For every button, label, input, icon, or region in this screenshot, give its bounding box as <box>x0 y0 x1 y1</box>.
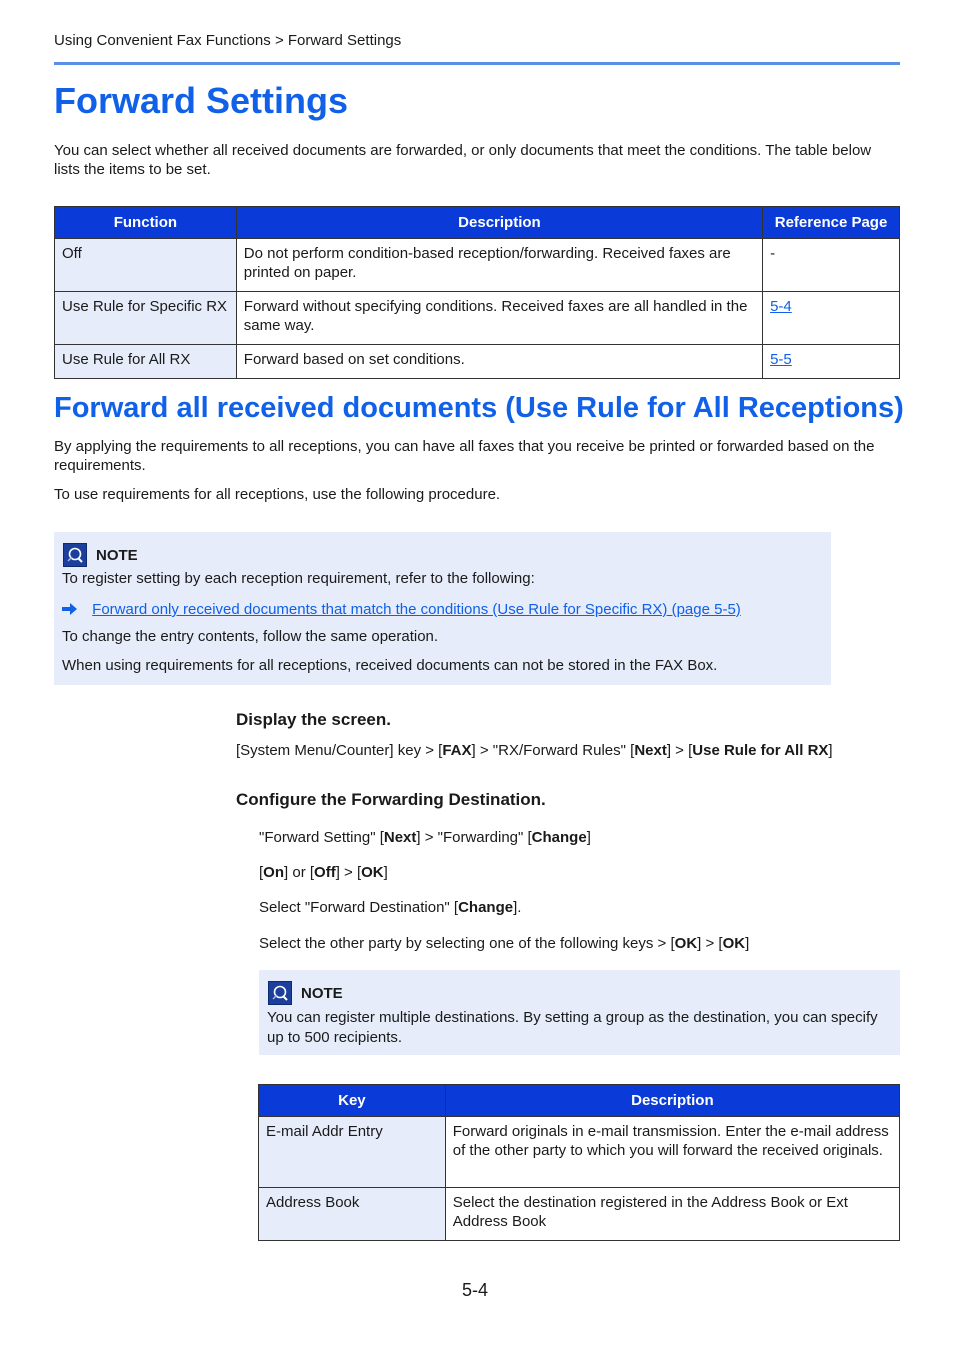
col-header-description: Description <box>236 207 762 239</box>
table-row <box>259 1188 900 1241</box>
substep-1: "Forward Setting" [Next] > "Forwarding" [Change] <box>259 829 591 846</box>
key-table <box>258 1084 900 1241</box>
note-text: You can register multiple destinations. By setting a group as the destination, you can specify up to 500 recipients. <box>267 1009 878 1046</box>
page-title: Forward Settings <box>54 80 349 121</box>
description-cell: Forward based on set conditions. <box>236 345 762 379</box>
description-cell: Forward without specifying conditions. Received faxes are all handled in the same way. <box>236 292 762 345</box>
cross-reference-link[interactable]: Forward only received documents that match the conditions (Use Rule for Specific RX) (page 5-5) <box>92 601 741 618</box>
key-cell: E-mail Addr Entry <box>259 1117 446 1188</box>
section-paragraph-2: To use requirements for all receptions, use the following procedure. <box>54 486 501 503</box>
note-box-2 <box>259 970 900 1055</box>
col-header-reference: Reference Page <box>763 207 900 239</box>
col-header-description: Description <box>445 1085 899 1117</box>
note-text: To register setting by each reception requirement, refer to the following: <box>62 570 535 587</box>
table-row <box>55 292 900 345</box>
note-link-line <box>62 601 741 618</box>
intro-paragraph: You can select whether all received documents are forwarded, or only documents that meet the conditions. The table below lists the items to be set. <box>54 142 872 178</box>
substep-3: Select "Forward Destination" [Change]. <box>259 899 522 916</box>
step-1-title: Display the screen. <box>236 710 391 729</box>
substep-4: Select the other party by selecting one of the following keys > [OK] > [OK] <box>259 935 750 952</box>
col-header-key: Key <box>259 1085 446 1117</box>
reference-cell <box>763 292 900 345</box>
note-label: NOTE <box>301 984 343 1002</box>
table-row <box>55 239 900 292</box>
function-cell: Use Rule for All RX <box>55 345 237 379</box>
breadcrumb: Using Convenient Fax Functions > Forward Settings <box>54 32 402 49</box>
section-heading: Forward all received documents (Use Rule for All Receptions) <box>54 392 904 424</box>
function-table <box>54 206 900 379</box>
col-header-function: Function <box>55 207 237 239</box>
description-cell: Do not perform condition-based reception/forwarding. Received faxes are printed on paper. <box>236 239 762 292</box>
substep-2: [On] or [Off] > [OK] <box>259 864 388 881</box>
reference-cell <box>763 345 900 379</box>
note-label: NOTE <box>96 546 138 564</box>
note-header <box>268 981 343 1005</box>
description-cell: Forward originals in e-mail transmission. Enter the e-mail address of the other party to which you will forward the received originals. <box>445 1117 899 1188</box>
function-cell: Off <box>55 239 237 292</box>
table-header-row <box>259 1085 900 1117</box>
note-box <box>54 532 831 685</box>
note-icon <box>63 543 87 567</box>
note-text-3: When using requirements for all receptions, received documents can not be stored in the FAX Box. <box>62 657 718 674</box>
step-2-title: Configure the Forwarding Destination. <box>236 790 546 809</box>
reference-link[interactable]: 5-5 <box>770 351 792 368</box>
table-header-row <box>55 207 900 239</box>
note-icon <box>268 981 292 1005</box>
table-row <box>259 1117 900 1188</box>
header-divider <box>54 62 900 65</box>
page-number: 5-4 <box>462 1280 489 1300</box>
key-cell: Address Book <box>259 1188 446 1241</box>
description-cell: Select the destination registered in the Address Book or Ext Address Book <box>445 1188 899 1241</box>
step-1-text: [System Menu/Counter] key > [FAX] > "RX/Forward Rules" [Next] > [Use Rule for All RX] <box>236 742 833 759</box>
note-header <box>63 543 138 567</box>
function-cell: Use Rule for Specific RX <box>55 292 237 345</box>
section-paragraph: By applying the requirements to all receptions, you can have all faxes that you receive be printed or forwarded based on the requirements. <box>54 438 875 474</box>
reference-cell: - <box>763 239 900 292</box>
reference-link[interactable]: 5-4 <box>770 298 792 315</box>
note-text-2: To change the entry contents, follow the same operation. <box>62 628 439 645</box>
arrow-right-icon <box>62 601 80 618</box>
table-row <box>55 345 900 379</box>
